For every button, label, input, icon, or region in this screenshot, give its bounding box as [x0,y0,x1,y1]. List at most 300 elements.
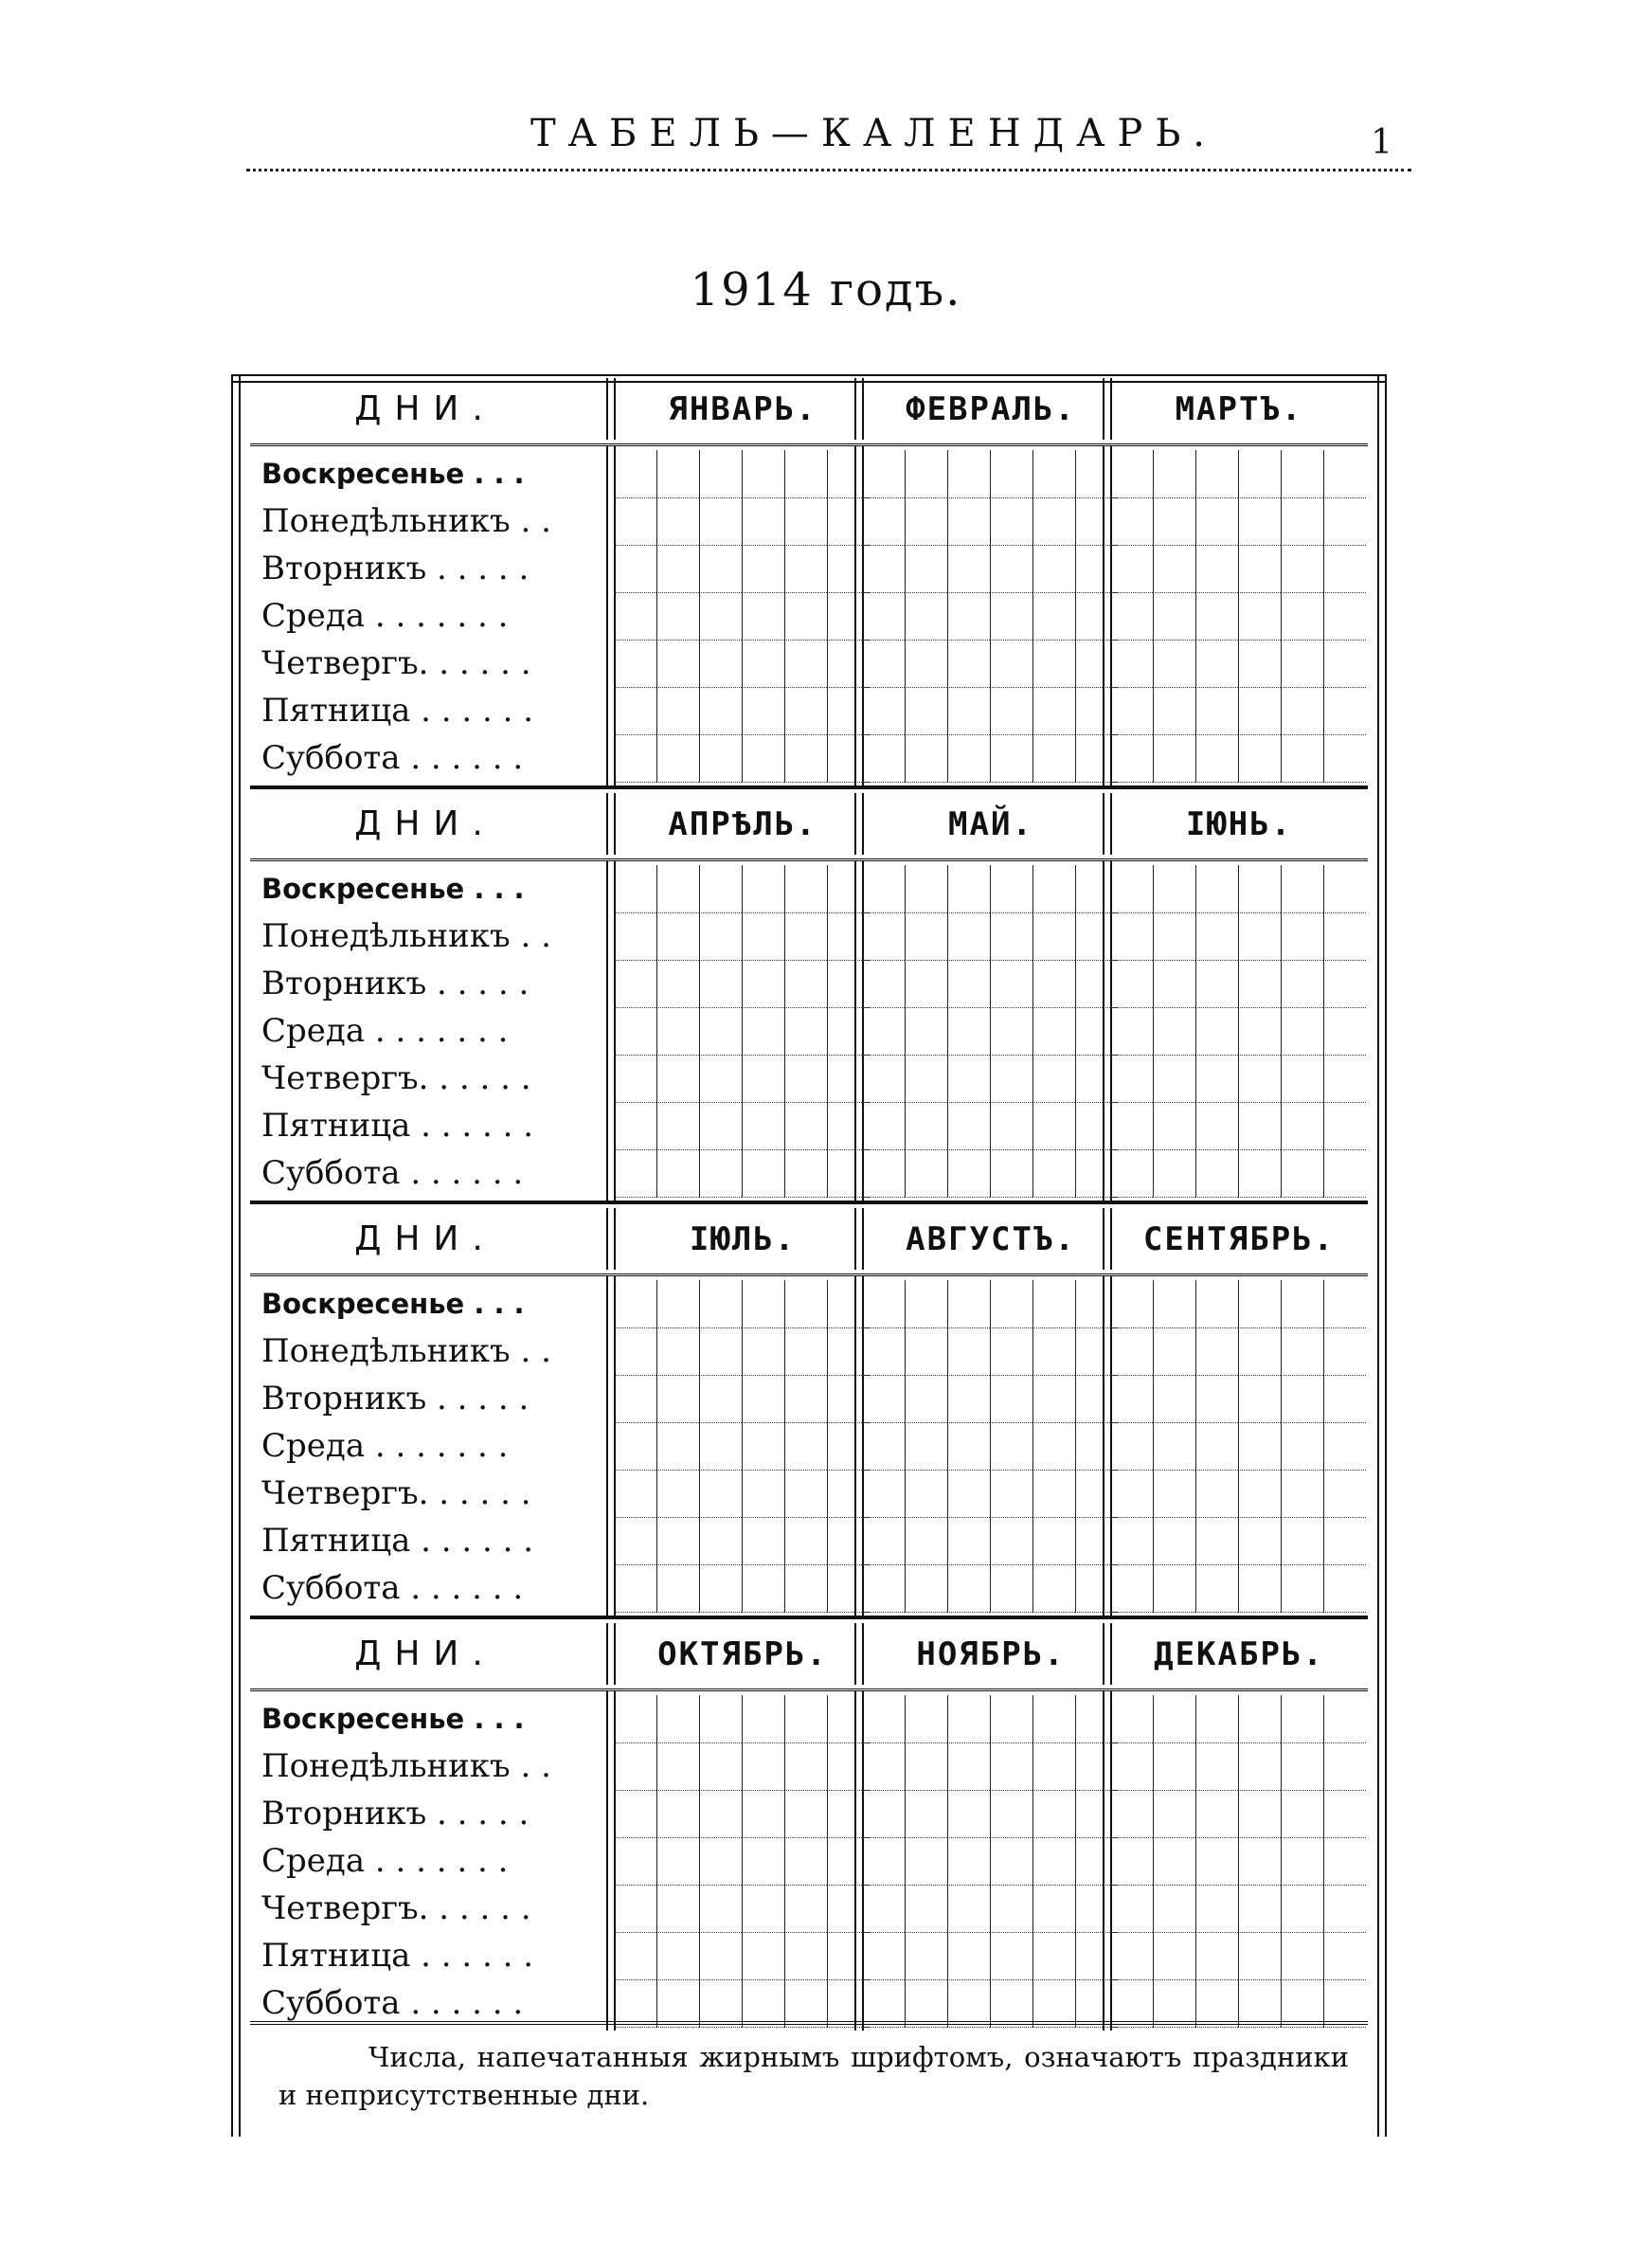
day-number [1153,1932,1195,1980]
day-number [862,545,905,593]
day-number [947,734,990,783]
day-number [1110,1564,1153,1613]
day-number [1323,1837,1366,1886]
days-heading: ДНИ. [354,1219,496,1258]
day-number [947,1007,990,1056]
day-number [699,592,742,641]
day-number [862,592,905,641]
day-number [905,960,947,1008]
day-number [1153,1742,1195,1791]
quarter-block [250,1201,1368,1616]
day-number [1238,1564,1281,1613]
day-number [1153,1375,1195,1423]
day-number [1195,1564,1238,1613]
day-number [614,1885,656,1933]
day-number [1323,1470,1366,1518]
column-separator [854,1208,864,1270]
weekday-row [250,592,1368,641]
weekday-row [250,1149,1368,1198]
day-number [656,1742,699,1791]
day-number [1110,912,1153,961]
day-number [699,1327,742,1376]
day-number [1195,497,1238,546]
day-number [1032,912,1075,961]
day-number [742,545,784,593]
day-number [1153,1790,1195,1838]
day-number [1238,1470,1281,1518]
day-number [614,865,656,913]
day-number [862,734,905,783]
day-number [699,1375,742,1423]
day-number [905,1280,947,1328]
days-heading: ДНИ. [354,804,496,843]
day-number [1153,1885,1195,1933]
days-heading: ДНИ. [354,389,496,428]
day-number [784,687,827,735]
day-number [1110,1517,1153,1565]
day-number [905,1149,947,1198]
weekday-row [250,1280,1368,1328]
column-separator [1103,793,1112,855]
day-number [862,1055,905,1103]
weekday-label: Воскресенье . . . [261,458,525,490]
day-number [742,1470,784,1518]
column-separator [606,1208,616,1270]
day-number [742,1564,784,1613]
quarter-header [250,374,1368,446]
calendar-table [250,374,1368,2031]
day-number [1110,1885,1153,1933]
weekday-row [250,687,1368,735]
day-number [947,1932,990,1980]
day-number [1153,1149,1195,1198]
day-number [1195,912,1238,961]
day-number [1238,912,1281,961]
day-number [947,1149,990,1198]
day-number [614,1695,656,1743]
day-number [947,865,990,913]
day-number [1281,1422,1323,1471]
day-number [699,1007,742,1056]
day-number [905,1564,947,1613]
day-number [742,497,784,546]
day-number [1032,640,1075,688]
column-separator [1103,378,1112,440]
day-number [1153,497,1195,546]
day-number [990,1932,1032,1980]
day-number [1153,1517,1195,1565]
day-number [1153,865,1195,913]
day-number [990,1695,1032,1743]
weekday-label: Суббота . . . . . . [261,1154,524,1192]
day-number [1110,1470,1153,1518]
day-number [742,1102,784,1150]
column-separator [606,378,616,440]
weekday-label: Воскресенье . . . [261,873,525,905]
month-name: АВГУСТЪ. [906,1219,1076,1258]
day-number [1195,1375,1238,1423]
day-number [784,1885,827,1933]
quarter-header [250,1619,1368,1691]
day-number [1281,1327,1323,1376]
day-number [905,1007,947,1056]
quarter-block [250,1616,1368,2031]
day-number [614,1327,656,1376]
day-number [990,1375,1032,1423]
day-number [784,912,827,961]
month-name: ОКТЯБРЬ. [657,1634,828,1673]
day-number [1110,1149,1153,1198]
day-number [1281,497,1323,546]
frame-right-rule [1377,374,1387,2137]
day-number [1281,640,1323,688]
day-number [1032,1517,1075,1565]
day-number [784,592,827,641]
day-number [1238,865,1281,913]
weekday-label: Пятница . . . . . . [261,1522,534,1560]
day-number [656,1517,699,1565]
weekday-row [250,1564,1368,1613]
day-number [699,960,742,1008]
day-number [1195,734,1238,783]
day-number [1110,640,1153,688]
day-number [905,592,947,641]
weekday-label: Вторникъ . . . . . [261,550,530,587]
frame-left-rule [231,374,241,2137]
day-number [656,592,699,641]
day-number [1238,1742,1281,1791]
day-number [990,1102,1032,1150]
day-number [614,640,656,688]
weekday-row [250,1375,1368,1423]
month-name: ІЮЛЬ. [689,1219,797,1258]
day-number [1032,734,1075,783]
day-number [1238,1517,1281,1565]
weekday-label: Понедѣльникъ . . [261,1747,551,1785]
day-number [699,640,742,688]
day-number [862,687,905,735]
day-number [1195,1885,1238,1933]
day-number [784,1517,827,1565]
day-number [1281,1470,1323,1518]
day-number [1195,1280,1238,1328]
weekday-row [250,1055,1368,1103]
day-number [1281,1149,1323,1198]
day-number [656,497,699,546]
day-number [1238,1375,1281,1423]
running-title: ТАБЕЛЬ—КАЛЕНДАРЬ. [530,112,1218,155]
day-number [742,1375,784,1423]
day-number [742,640,784,688]
calendar-footer [250,2021,1368,2111]
day-number [1281,960,1323,1008]
day-number [990,640,1032,688]
day-number [656,734,699,783]
day-number [947,1375,990,1423]
day-number [1032,1564,1075,1613]
day-number [905,865,947,913]
day-number [1032,1327,1075,1376]
day-number [1238,1422,1281,1471]
weekday-label: Воскресенье . . . [261,1288,525,1320]
weekday-label: Понедѣльникъ . . [261,502,551,540]
quarter-body [250,1276,1368,1616]
day-number [1323,960,1366,1008]
day-number [862,1564,905,1613]
day-number [1032,865,1075,913]
day-number [1153,592,1195,641]
day-number [614,545,656,593]
day-number [784,1102,827,1150]
day-number [905,1470,947,1518]
day-number [905,1932,947,1980]
weekday-label: Понедѣльникъ . . [261,1332,551,1370]
weekday-row [250,1837,1368,1886]
day-number [1195,1007,1238,1056]
day-number [614,1564,656,1613]
day-number [742,450,784,498]
day-number [699,687,742,735]
column-separator [606,793,616,855]
day-number [1110,960,1153,1008]
day-number [990,734,1032,783]
day-number [784,865,827,913]
weekday-row [250,1102,1368,1150]
month-name: СЕНТЯБРЬ. [1142,1219,1336,1258]
day-number [1032,1932,1075,1980]
day-number [990,1742,1032,1791]
day-number [862,1422,905,1471]
weekday-label: Четвергъ. . . . . . [261,1474,531,1512]
day-number [1153,1564,1195,1613]
weekday-row [250,1932,1368,1980]
day-number [990,865,1032,913]
day-number [1032,1790,1075,1838]
day-number [1281,687,1323,735]
day-number [1110,1102,1153,1150]
day-number [1032,1055,1075,1103]
month-name: НОЯБРЬ. [916,1634,1066,1673]
day-number [784,1007,827,1056]
day-number [905,450,947,498]
year-heading: 1914 годъ. [690,263,962,316]
day-number [784,960,827,1008]
day-number [699,1695,742,1743]
day-number [699,1932,742,1980]
day-number [905,1885,947,1933]
day-number [1110,592,1153,641]
day-number [990,912,1032,961]
day-number [656,1102,699,1150]
weekday-label: Пятница . . . . . . [261,1107,534,1145]
day-number [614,1149,656,1198]
quarter-block [250,785,1368,1201]
day-number [1238,1055,1281,1103]
day-number [862,1280,905,1328]
day-number [990,1007,1032,1056]
day-number [784,545,827,593]
day-number [947,1102,990,1150]
day-number [947,960,990,1008]
day-number [947,1790,990,1838]
day-number [1110,1375,1153,1423]
day-number [1195,865,1238,913]
day-number [1195,1932,1238,1980]
day-number [947,1470,990,1518]
day-number [1238,640,1281,688]
day-number [656,1695,699,1743]
day-number [1153,1695,1195,1743]
day-number [1323,1517,1366,1565]
quarter-block [250,374,1368,785]
weekday-label: Пятница . . . . . . [261,1937,534,1975]
day-number [1110,1837,1153,1886]
day-number [1195,592,1238,641]
weekday-row [250,1695,1368,1743]
day-number [742,1885,784,1933]
day-number [1323,497,1366,546]
day-number [1281,1790,1323,1838]
day-number [656,1932,699,1980]
weekday-row [250,1885,1368,1933]
day-number [947,1885,990,1933]
column-separator [854,378,864,440]
quarter-header [250,789,1368,861]
day-number [862,1149,905,1198]
quarter-body [250,1691,1368,2031]
day-number [742,1790,784,1838]
days-heading: ДНИ. [354,1634,496,1673]
day-number [1281,734,1323,783]
day-number [614,1517,656,1565]
day-number [784,1470,827,1518]
weekday-row [250,1517,1368,1565]
weekday-row [250,865,1368,913]
day-number [1195,640,1238,688]
day-number [947,1327,990,1376]
day-number [614,687,656,735]
day-number [905,1055,947,1103]
day-number [1032,1885,1075,1933]
day-number [905,497,947,546]
day-number [784,1742,827,1791]
day-number [1195,1422,1238,1471]
day-number [862,960,905,1008]
day-number [1032,1742,1075,1791]
day-number [990,960,1032,1008]
day-number [905,1375,947,1423]
month-name: ФЕВРАЛЬ. [906,389,1076,428]
day-number [1110,450,1153,498]
day-number [784,1695,827,1743]
day-number [742,865,784,913]
day-number [862,1102,905,1150]
day-number [656,1837,699,1886]
day-number [784,640,827,688]
day-number [1032,1695,1075,1743]
day-number [742,1007,784,1056]
day-number [1238,1932,1281,1980]
weekday-label: Пятница . . . . . . [261,692,534,730]
day-number [905,734,947,783]
day-number [1323,1422,1366,1471]
day-number [614,1470,656,1518]
day-number [1153,1055,1195,1103]
day-number [1323,687,1366,735]
day-number [862,1695,905,1743]
day-number [947,1055,990,1103]
day-number [614,1007,656,1056]
day-number [990,1837,1032,1886]
day-number [905,640,947,688]
day-number [862,1790,905,1838]
day-number [656,1470,699,1518]
day-number [1238,960,1281,1008]
day-number [1238,687,1281,735]
running-head [246,112,1411,188]
day-number [1032,1149,1075,1198]
day-number [656,865,699,913]
day-number [1195,687,1238,735]
day-number [742,1327,784,1376]
month-name: ІЮНЬ. [1185,804,1293,843]
day-number [742,687,784,735]
day-number [1032,545,1075,593]
day-number [656,1422,699,1471]
day-number [742,1149,784,1198]
weekday-row [250,1742,1368,1791]
day-number [1323,1742,1366,1791]
weekday-row [250,912,1368,961]
day-number [1195,1327,1238,1376]
weekday-row [250,734,1368,783]
day-number [1153,1007,1195,1056]
day-number [699,1149,742,1198]
weekday-row [250,1327,1368,1376]
day-number [1238,734,1281,783]
day-number [990,1470,1032,1518]
day-number [862,912,905,961]
day-number [905,1695,947,1743]
day-number [905,1422,947,1471]
day-number [990,687,1032,735]
day-number [1110,1422,1153,1471]
day-number [1238,450,1281,498]
day-number [1323,1564,1366,1613]
weekday-label: Четвергъ. . . . . . [261,1059,531,1097]
day-number [1032,1007,1075,1056]
quarter-body [250,446,1368,785]
weekday-label: Суббота . . . . . . [261,1569,524,1607]
day-number [862,1742,905,1791]
day-number [784,497,827,546]
day-number [614,1375,656,1423]
day-number [742,1742,784,1791]
weekday-label: Суббота . . . . . . [261,1984,524,2022]
day-number [1323,1375,1366,1423]
day-number [862,640,905,688]
day-number [1153,734,1195,783]
day-number [614,1837,656,1886]
day-number [1110,1327,1153,1376]
day-number [742,1055,784,1103]
day-number [614,1055,656,1103]
day-number [784,1422,827,1471]
day-number [1281,592,1323,641]
day-number [656,960,699,1008]
day-number [1281,1564,1323,1613]
day-number [742,1280,784,1328]
